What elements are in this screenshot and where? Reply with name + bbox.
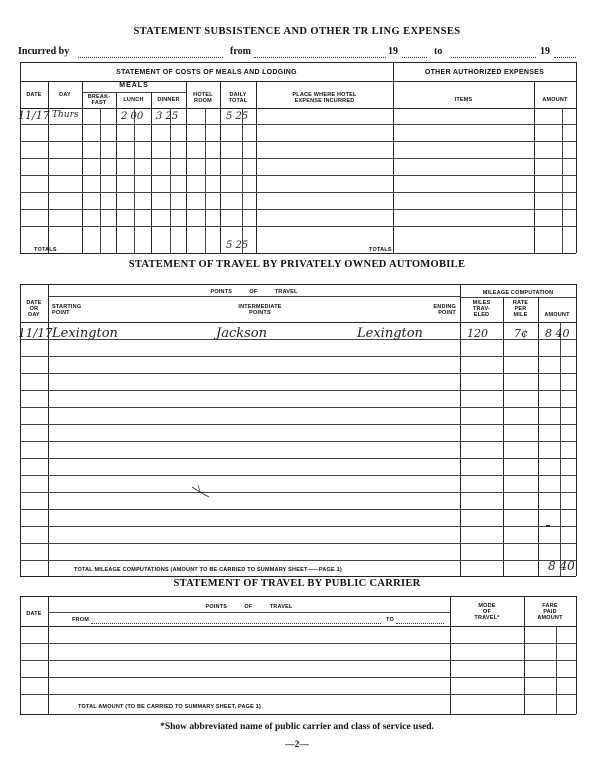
- meals-section-title: STATEMENT OF COSTS OF MEALS AND LODGING: [116, 69, 297, 76]
- carrier-to-field[interactable]: [396, 623, 444, 624]
- auto-col-intermediate: INTERMEDIATE POINTS: [238, 304, 282, 316]
- to-year-field[interactable]: [554, 57, 576, 58]
- col-place-hotel: PLACE WHERE HOTEL EXPENSE INCURRED: [292, 92, 357, 104]
- other-totals-label: TOTALS: [369, 247, 392, 253]
- col-daily-total: DAILY TOTAL: [228, 92, 248, 104]
- auto-col-rate: RATE PER MILE: [512, 300, 529, 318]
- page-number: —2—: [285, 740, 309, 750]
- to-label: to: [434, 46, 443, 57]
- carrier-col-fare: FARE PAID AMOUNT: [537, 603, 563, 621]
- col-date: DATE: [26, 92, 42, 98]
- meal-entry-daily-total[interactable]: 5 25: [226, 111, 249, 122]
- auto-total-value[interactable]: 8 40: [548, 559, 575, 573]
- carrier-from-label: FROM: [72, 617, 89, 623]
- meal-entry-dinner[interactable]: 3 25: [156, 111, 179, 122]
- auto-col-amount: AMOUNT: [544, 312, 570, 318]
- auto-col-date: DATE OR DAY: [26, 300, 42, 318]
- from-year-field[interactable]: [402, 57, 427, 58]
- auto-entry-date[interactable]: 11/17: [18, 326, 53, 340]
- auto-col-end: ENDING POINT: [433, 304, 456, 316]
- carrier-section-title: STATEMENT OF TRAVEL BY PUBLIC CARRIER: [173, 578, 421, 589]
- meal-entry-day[interactable]: Thurs: [52, 110, 79, 120]
- stray-dot: [546, 525, 550, 527]
- auto-col-start: STARTING POINT: [52, 304, 82, 316]
- carrier-to-label: TO: [386, 617, 394, 623]
- year-prefix-from: 19: [388, 46, 398, 57]
- auto-entry-miles[interactable]: 120: [467, 327, 488, 340]
- auto-col-miles: MILES TRAV- ELED: [472, 300, 491, 318]
- mileage-computation-label: MILEAGE COMPUTATION: [482, 290, 554, 296]
- meal-entry-date[interactable]: 11/17: [18, 109, 50, 122]
- col-hotel-room: HOTEL ROOM: [193, 92, 213, 104]
- carrier-total-label: TOTAL AMOUNT (TO BE CARRIED TO SUMMARY SHEET, PAGE 1): [78, 704, 262, 710]
- carrier-col-mode: MODE OF TRAVEL*: [474, 603, 500, 621]
- col-breakfast: BREAK- FAST: [87, 94, 111, 106]
- col-amount: AMOUNT: [542, 97, 568, 103]
- meals-totals-label: TOTALS: [34, 247, 57, 253]
- auto-entry-intermediate[interactable]: Jackson: [216, 326, 267, 341]
- auto-entry-end[interactable]: Lexington: [357, 326, 423, 341]
- to-date-field[interactable]: [451, 57, 536, 58]
- col-day: DAY: [59, 92, 71, 98]
- from-date-field[interactable]: [254, 57, 386, 58]
- col-dinner: DINNER: [157, 97, 180, 103]
- from-label: from: [230, 46, 251, 57]
- col-items: ITEMS: [454, 97, 473, 103]
- incurred-by-label: Incurred by: [18, 46, 70, 57]
- col-lunch: LUNCH: [123, 97, 144, 103]
- carrier-points-label: POINTS OF TRAVEL: [205, 604, 293, 610]
- meals-total-value[interactable]: 5 25: [226, 240, 249, 251]
- carrier-col-date: DATE: [26, 611, 42, 617]
- stray-pen-mark: [190, 484, 212, 500]
- incurred-by-field[interactable]: [78, 57, 223, 58]
- auto-points-label: POINTS OF TRAVEL: [210, 289, 298, 295]
- other-expenses-title: OTHER AUTHORIZED EXPENSES: [424, 69, 545, 76]
- auto-entry-rate[interactable]: 7¢: [514, 327, 528, 340]
- footnote: *Show abbreviated name of public carrier and class of service used.: [160, 722, 434, 732]
- auto-entry-amount[interactable]: 8 40: [545, 327, 570, 340]
- year-prefix-to: 19: [540, 46, 550, 57]
- auto-total-label: TOTAL MILEAGE COMPUTATIONS (AMOUNT TO BE CARRIED TO SUMMARY SHEET——PAGE 1): [74, 567, 342, 573]
- auto-section-title: STATEMENT OF TRAVEL BY PRIVATELY OWNED AUTOMOBILE: [128, 259, 466, 270]
- meal-entry-lunch[interactable]: 2 00: [121, 111, 144, 122]
- col-meals: MEALS: [119, 82, 149, 89]
- carrier-from-field[interactable]: [91, 623, 381, 624]
- auto-entry-start[interactable]: Lexington: [52, 326, 118, 341]
- form-title: STATEMENT SUBSISTENCE AND OTHER TR LING EXPENSES: [133, 26, 461, 37]
